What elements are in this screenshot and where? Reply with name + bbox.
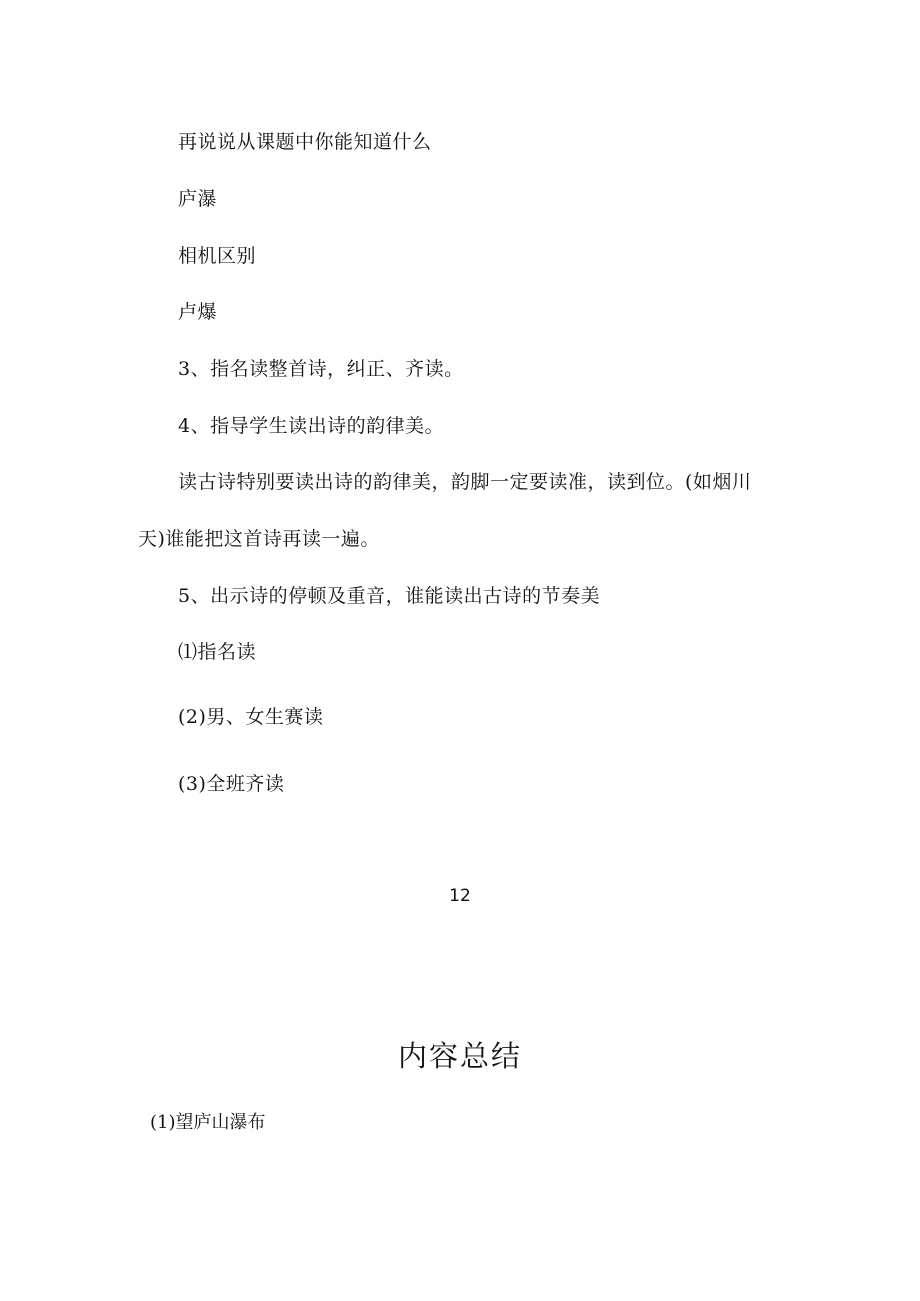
body-line-5: 3、指名读整首诗，纠正、齐读。	[178, 358, 464, 380]
body-line-2: 庐瀑	[178, 188, 218, 210]
body-line-10: ⑴指名读	[178, 641, 257, 663]
body-line-9: 5、出示诗的停顿及重音，谁能读出古诗的节奏美	[178, 585, 601, 607]
body-line-4: 卢爆	[178, 301, 218, 323]
body-line-8: 天)谁能把这首诗再读一遍。	[138, 528, 380, 550]
page-number: 12	[449, 886, 471, 906]
summary-item-1: (1)望庐山瀑布	[150, 1112, 266, 1133]
body-line-12: (3)全班齐读	[178, 773, 285, 795]
body-line-3: 相机区别	[178, 245, 257, 267]
body-line-1: 再说说从课题中你能知道什么	[178, 131, 432, 153]
summary-title: 内容总结	[397, 1039, 522, 1073]
body-line-7: 读古诗特别要读出诗的韵律美，韵脚一定要读准，读到位。(如烟川	[178, 471, 752, 493]
body-line-11: (2)男、女生赛读	[178, 706, 324, 728]
body-line-6: 4、指导学生读出诗的韵律美。	[178, 415, 445, 437]
